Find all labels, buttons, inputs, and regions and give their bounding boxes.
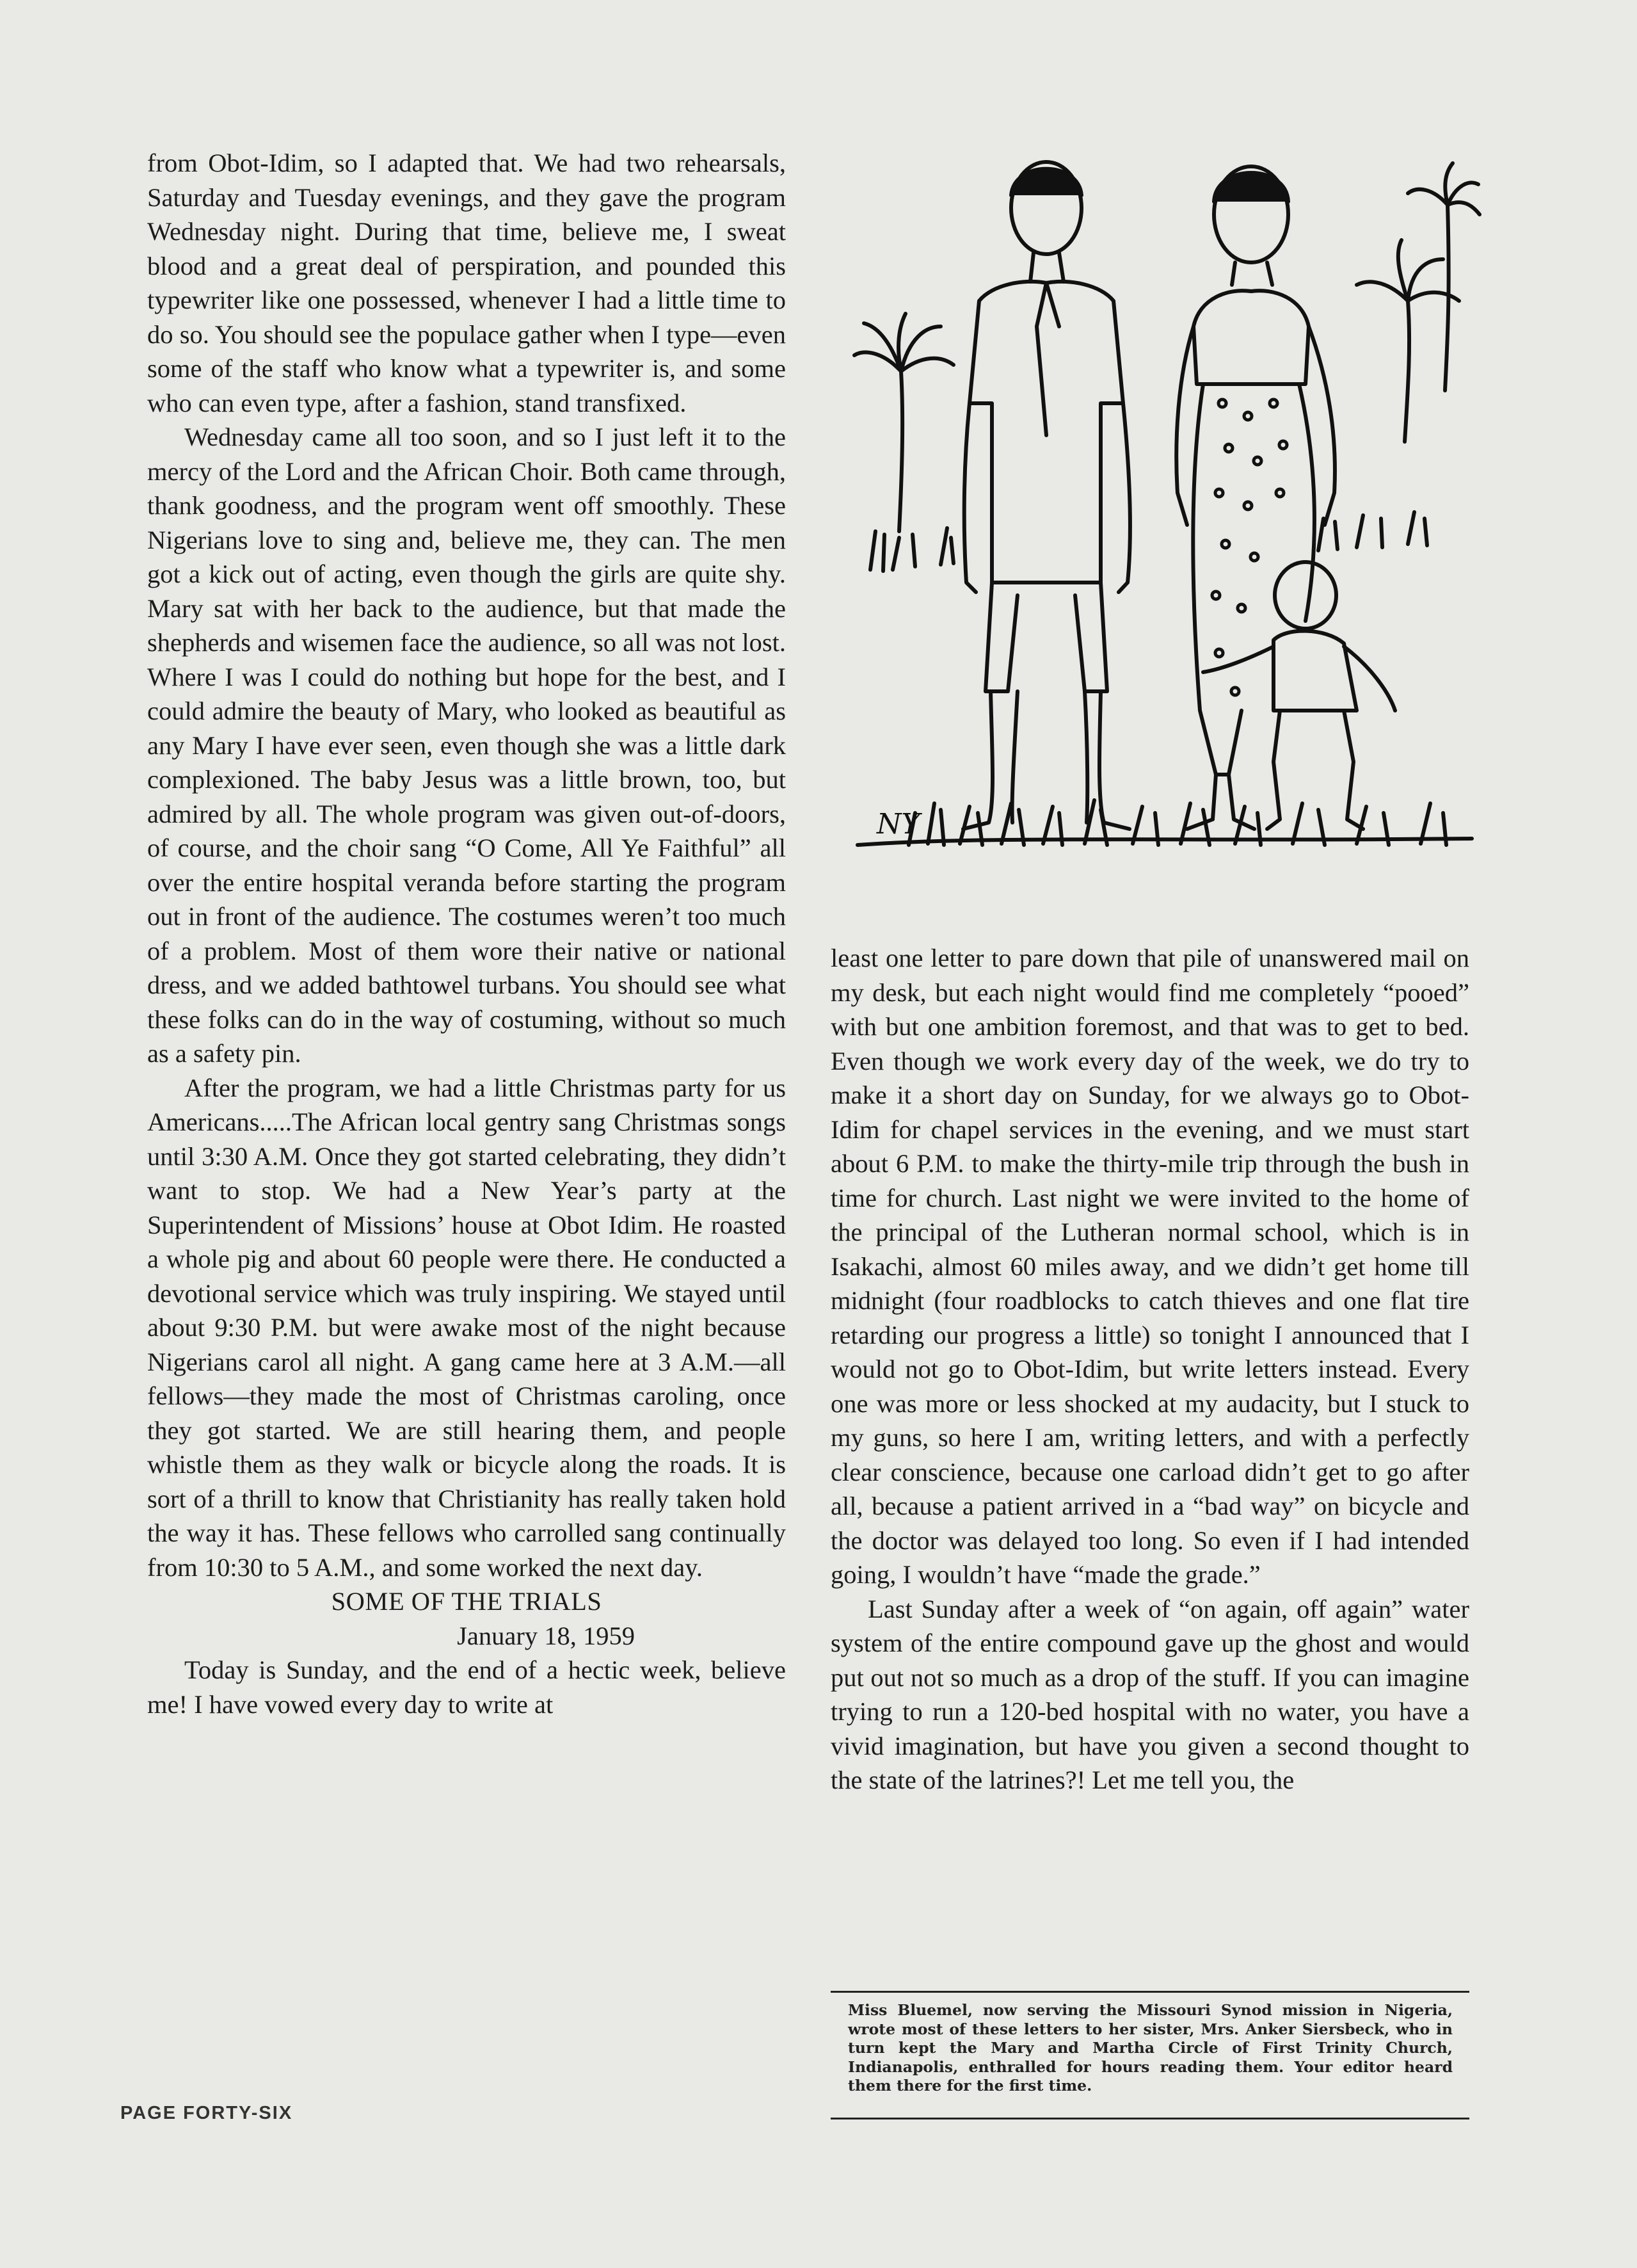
paragraph: Last Sunday after a week of “on again, off again” water system of the entire compound gave up the ghost and would put out not so much as a drop of the stuff. If you can imagine trying to run a 120-bed hospital with no water, you have a vivid imagination, but have you given a second thought to the state of the latrines?! Let me tell you, the [831,1594,1469,1794]
illustration-signature: NY [877,808,920,840]
note-rule-bottom [831,2118,1469,2119]
left-column [147,146,786,1721]
note-rule-top [831,1991,1469,1993]
paragraph: After the program, we had a little Christmas party for us Americans.....The African local gentry sang Christmas songs until 3:30 A.M. Once they got started celebrating, they didn’t want to stop. We had a New Year’s party at the Superintendent of Missions’ house at Obot Idim. He roasted a whole pig and about 60 people were there. He conducted a devotional service which was truly inspiring. We stayed until about 9:30 P.M. but were awake most of the night because Nigerians carol all night. A gang came here at 3 A.M.—all fellows—they made the most of Christmas caroling, once they got started. We are still hearing them, and people whistle them as they walk or bicycle along the roads. It is sort of a thrill to know that Christianity has really taken hold the way it has. These fellows who carrolled sang continually from 10:30 to 5 A.M., and some worked the next day. [147,1073,786,1582]
right-column [831,941,1469,1798]
family-illustration [832,134,1485,883]
section-date: January 18, 1959 [457,1621,635,1650]
editor-note: Miss Bluemel, now serving the Missouri Synod mission in Nigeria, wrote most of these letters to her sister, Mrs. Anker Siersbeck, who in turn kept the Mary and Martha Circle of First Trinity Church, Indianapolis, enthralled for hours reading them. Your editor heard them there for the first time. [848,2001,1453,2095]
paragraph: least one letter to pare down that pile of unanswered mail on my desk, but each night would find me completely “pooed” with but one ambition foremost, and that was to get to bed. Even though we work every day of the week, we do try to make it a short day on Sunday, for we always go to Obot-Idim for chapel services in the evening, and we must start about 6 P.M. to make the thirty-mile trip through the bush in time for church. Last night we were invited to the home of the principal of the Lutheran normal school, which is in Isakachi, almost 60 miles away, and we didn’t get home till midnight (four roadblocks to catch thieves and one flat tire retarding our progress a little) so tonight I announced that I would not go to Obot-Idim, but write letters instead. Every one was more or less shocked at my audacity, but I stuck to my guns, so here I am, writing letters, and with a perfectly clear conscience, because one carload didn’t get to go after all, because a patient arrived in a “bad way” on bicycle and the doctor was delayed too long. So even if I had intended going, I wouldn’t have “made the grade.” [831,944,1469,1589]
section-heading: SOME OF THE TRIALS [331,1587,602,1616]
paragraph: from Obot-Idim, so I adapted that. We had two rehearsals, Saturday and Tuesday evenings, and they gave the program Wednesday night. During that time, believe me, I sweat blood and a great deal of perspiration, and pounded this typewriter like one possessed, whenever I had a little time to do so. You should see the populace gather when I type—even some of the staff who know what a typewriter is, and some who can even type, after a fashion, stand transfixed. [147,149,786,417]
paragraph: Today is Sunday, and the end of a hectic week, believe me! I have vowed every day to write at [147,1655,786,1719]
page-footer: PAGE FORTY-SIX [120,2103,293,2123]
paragraph: Wednesday came all too soon, and so I just left it to the mercy of the Lord and the African Choir. Both came through, thank goodness, and the program went off smoothly. These Nigerians love to sing and, believe me, they can. The men got a kick out of acting, even though the girls are quite shy. Mary sat with her back to the audience, but that made the shepherds and wisemen face the audience, so all was not lost. Where I was I could do nothing but hope for the best, and I could admire the beauty of Mary, who looked as beautiful as any Mary I have ever seen, even though she was a little dark complexioned. The baby Jesus was a little brown, too, but admired by all. The whole program was given out-of-doors, of course, and the choir sang “O Come, All Ye Faithful” all over the entire hospital veranda before starting the program out in front of the audience. The costumes weren’t too much of a problem. Most of them wore their native or national dress, and we added bathtowel turbans. You should see what these folks can do in the way of costuming, without so much as a safety pin. [147,422,786,1068]
